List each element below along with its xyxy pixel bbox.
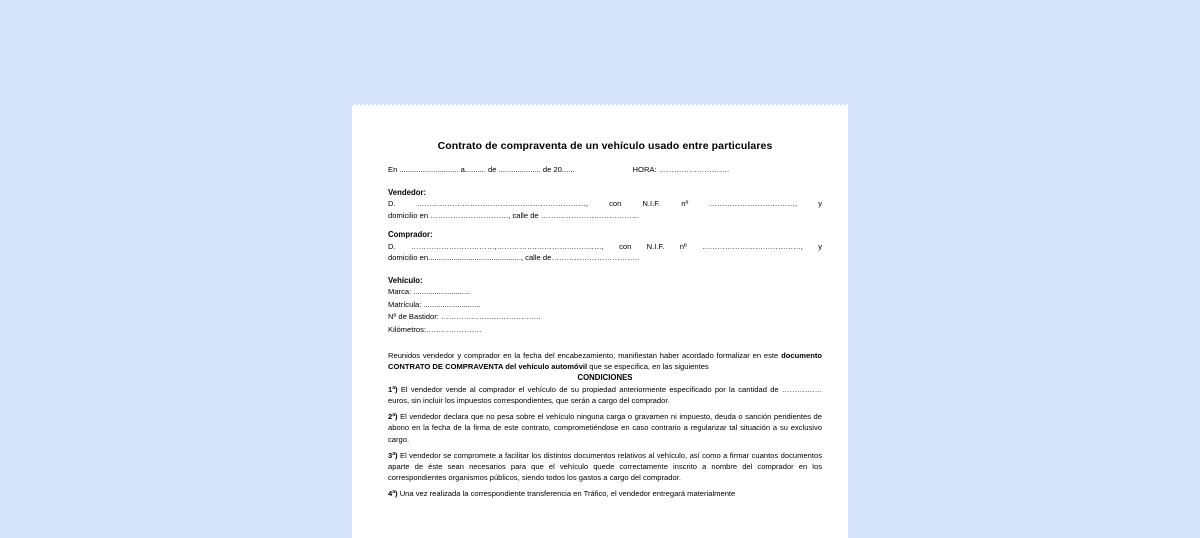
page-title: Contrato de compraventa de un vehículo usado entre particulares	[437, 140, 773, 152]
vehicle-heading: Vehículo:	[388, 275, 423, 285]
header-line-row	[388, 164, 822, 176]
clause-3-number: 3ª)	[388, 450, 398, 460]
conditions-heading: CONDICIONES	[577, 373, 633, 383]
clause-1	[388, 384, 822, 406]
vehicle-plate-field[interactable]: Matrícula: ...........................	[388, 299, 481, 309]
vehicle-vin-field[interactable]: Nº de Bastidor: …………………..……………..	[388, 312, 541, 322]
clause-4-text: Una vez realizada la correspondiente transferencia en Tráfico, el vendedor entregará materialmente	[397, 489, 736, 499]
clause-3-text: El vendedor se compromete a facilitar los distintos documentos relativos al vehículo, así como a firmar cuantos documentos aparte de éste sean necesarios para que el vehículo quede correctamente inscrito a nombre del comprador en los correspondientes organismos públicos, siendo todos los gastos a cargo del comprador.	[388, 450, 822, 483]
buyer-address-field[interactable]: domicilio en............................................, calle de……………………………..	[388, 253, 640, 262]
clause-4-number: 4ª)	[388, 489, 398, 499]
intro-text-part2: que se especifica, en las siguientes	[587, 362, 709, 372]
clause-1-number: 1ª)	[388, 384, 398, 394]
intro-text-bold: documento CONTRATO DE COMPRAVENTA del vehículo automóvil	[388, 350, 822, 372]
seller-heading: Vendedor:	[388, 187, 427, 197]
document-page	[352, 104, 848, 538]
place-date-field[interactable]: En ............................ a.......... de .................... de 20......	[388, 165, 575, 174]
document-content	[388, 104, 822, 500]
vehicle-kilometers-field[interactable]: Kilómetros:………………….	[388, 325, 482, 335]
clause-2	[388, 411, 822, 445]
buyer-identity-field[interactable]: D. ……………………………,…………….…………..…………, con N.I.F. nº …………………………………, y	[388, 241, 822, 251]
clause-2-text: El vendedor declara que no pesa sobre el vehículo ninguna carga o gravamen ni impuesto, deuda o sanción pendientes de abono en la fecha de la firma de este contrato, comprometiéndose en caso contrario a regularizar tal situación a su exclusivo cargo.	[388, 412, 822, 444]
clause-2-number: 2ª)	[388, 412, 398, 422]
seller-address-field[interactable]: domicilio en …………………………., calle de …………………………………	[388, 210, 640, 220]
vehicle-brand-field[interactable]: Marca: ...........................	[388, 287, 471, 296]
clause-1-text: El vendedor vende al comprador el vehículo de su propiedad anteriormente especificado por la cantidad de ……………. euros, sin incluir los impuestos correspondientes, que serán a cargo del comprador.	[388, 384, 822, 405]
buyer-heading: Comprador:	[388, 230, 433, 239]
intro-paragraph	[388, 350, 822, 372]
clause-4	[388, 488, 822, 499]
seller-identity-field[interactable]: D. ……………………………….…………………………, con N.I.F. nº …………………….………, y	[388, 199, 822, 208]
clause-3	[388, 450, 822, 484]
hour-field[interactable]: HORA: ……………………….	[632, 165, 730, 174]
intro-text-part1: Reunidos vendedor y comprador en la fecha del encabezamiento, manifiestan haber acordado formalizar en este	[388, 350, 782, 360]
